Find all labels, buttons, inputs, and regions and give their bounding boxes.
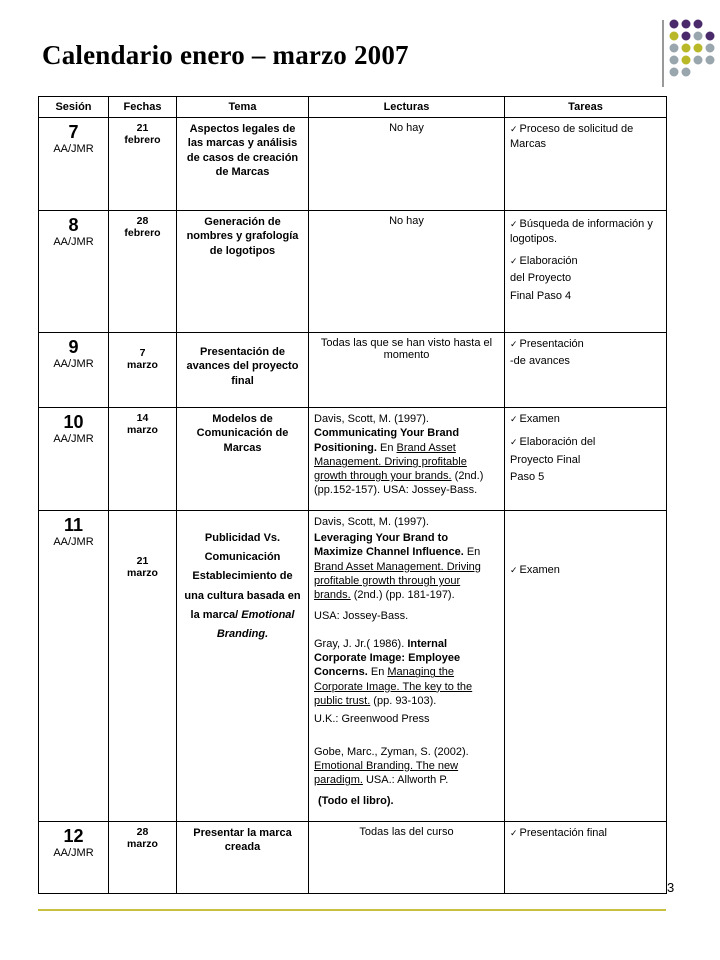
table-row [39, 333, 667, 408]
header-sesion: Sesión [39, 97, 109, 118]
page-number: 3 [667, 880, 675, 895]
topic-cell: Generación de nombres y grafología de logotipos [177, 211, 309, 333]
session-number: 10 [63, 412, 84, 432]
decor-dot [682, 20, 691, 29]
date-day: 21 [136, 554, 149, 567]
task-item: Proyecto Final [510, 453, 581, 466]
decor-dot [670, 68, 679, 77]
task-item: Final Paso 4 [510, 289, 572, 302]
decor-dot [706, 56, 715, 65]
footer-rule [38, 909, 666, 911]
session-instructors: AA/JMR [53, 236, 94, 248]
decor-dot [670, 44, 679, 53]
date-cell [109, 211, 177, 333]
session-number: 9 [68, 337, 79, 357]
session-number: 11 [63, 514, 84, 535]
decor-dot [670, 20, 679, 29]
decor-dot [706, 44, 715, 53]
tasks-cell [505, 333, 667, 408]
session-cell [39, 211, 109, 333]
session-number: 8 [68, 215, 79, 235]
date-month: febrero [124, 134, 161, 146]
task-item: -de avances [510, 355, 570, 368]
date-month: marzo [127, 566, 158, 579]
task-item: ✓ Presentación final [510, 826, 661, 841]
date-day: 28 [136, 825, 149, 838]
decor-dot [682, 32, 691, 41]
tasks-cell [505, 408, 667, 511]
readings-cell: No hay [309, 211, 505, 333]
task-item: Paso 5 [510, 471, 545, 484]
session-instructors: AA/JMR [53, 143, 94, 155]
date-month: marzo [127, 359, 158, 371]
date-month: febrero [124, 227, 161, 239]
table-row [39, 211, 667, 333]
session-cell [39, 821, 109, 893]
decor-dot [670, 56, 679, 65]
task-item: ✓ Presentación [510, 337, 661, 352]
readings-cell: Davis, Scott, M. (1997). Leveraging Your Brand to Maximize Channel Influence. En Brand Asset Management. Driving profitable growth through your brands. (2nd.) (pp. 181-197). USA: Jossey-Bass. Gray, J. Jr.( 1986). Internal Corporate Image: Employee Concerns. En Managing the Corporate Image. The key to the public trust. (pp. 93-103). U.K.: Greenwood Press Gobe, Marc., Zyman, S. (2002). Emotional Branding. The new paradigm. USA.: Allworth P. (Todo el libro). [309, 510, 505, 821]
tasks-cell [505, 510, 667, 821]
session-instructors: AA/JMR [53, 846, 94, 859]
tasks-cell [505, 821, 667, 893]
decorative-dots-icon [668, 18, 720, 80]
readings-cell: Todas las que se han visto hasta el momento [309, 333, 505, 408]
topic-cell: Publicidad Vs. Comunicación Establecimiento de una cultura basada en la marca/ Emotional Branding. [177, 510, 309, 821]
session-instructors: AA/JMR [53, 358, 94, 370]
task-item: ✓ Examen [510, 563, 661, 578]
decor-dot [682, 56, 691, 65]
page-title: Calendario enero – marzo 2007 [42, 40, 409, 70]
task-item: del Proyecto [510, 272, 572, 285]
decor-dot [694, 44, 703, 53]
session-instructors: AA/JMR [53, 433, 94, 445]
tasks-cell [505, 118, 667, 211]
topic-cell: Presentar la marca creada [177, 821, 309, 893]
date-day: 21 [136, 122, 149, 134]
decor-dot [694, 20, 703, 29]
date-cell [109, 333, 177, 408]
date-cell [109, 408, 177, 511]
header-lecturas: Lecturas [309, 97, 505, 118]
header-tareas: Tareas [505, 97, 667, 118]
session-number: 7 [68, 122, 79, 142]
readings-cell: Todas las del curso [309, 821, 505, 893]
decor-dot [706, 32, 715, 41]
task-item: ✓ Elaboración [510, 254, 661, 269]
table-row [39, 408, 667, 511]
date-cell [109, 510, 177, 821]
table-row [39, 510, 667, 821]
readings-cell: Davis, Scott, M. (1997). Communicating Your Brand Positioning. En Brand Asset Management. Driving profitable growth through your brands. (2nd.) (pp.152-157). USA: Jossey-Bass. [309, 408, 505, 511]
decor-dot [670, 32, 679, 41]
table-row [39, 118, 667, 211]
date-cell [109, 821, 177, 893]
decor-dot [694, 32, 703, 41]
table-header-row [39, 97, 667, 118]
task-item: ✓ Proceso de solicitud de Marcas [510, 122, 661, 153]
table-row [39, 821, 667, 893]
task-item: ✓ Elaboración del [510, 435, 661, 450]
date-cell [109, 118, 177, 211]
topic-cell: Presentación de avances del proyecto final [177, 333, 309, 408]
topic-cell: Modelos de Comunicación de Marcas [177, 408, 309, 511]
date-month: marzo [127, 424, 158, 436]
header-tema: Tema [177, 97, 309, 118]
tasks-cell [505, 211, 667, 333]
task-item: ✓ Examen [510, 412, 661, 427]
readings-cell: No hay [309, 118, 505, 211]
session-cell [39, 118, 109, 211]
header-fechas: Fechas [109, 97, 177, 118]
session-cell [39, 333, 109, 408]
session-cell [39, 510, 109, 821]
decor-dot [682, 44, 691, 53]
session-instructors: AA/JMR [53, 535, 94, 548]
date-day: 14 [136, 412, 149, 424]
date-day: 7 [139, 347, 146, 359]
session-cell [39, 408, 109, 511]
session-number: 12 [63, 825, 84, 846]
task-item: ✓ Búsqueda de información y logotipos. [510, 217, 661, 248]
schedule-table [38, 96, 667, 894]
date-month: marzo [127, 837, 158, 850]
decor-dot [694, 56, 703, 65]
topic-cell: Aspectos legales de las marcas y análisis de casos de creación de Marcas [177, 118, 309, 211]
decorative-divider [662, 20, 664, 87]
decor-dot [682, 68, 691, 77]
date-day: 28 [136, 215, 149, 227]
